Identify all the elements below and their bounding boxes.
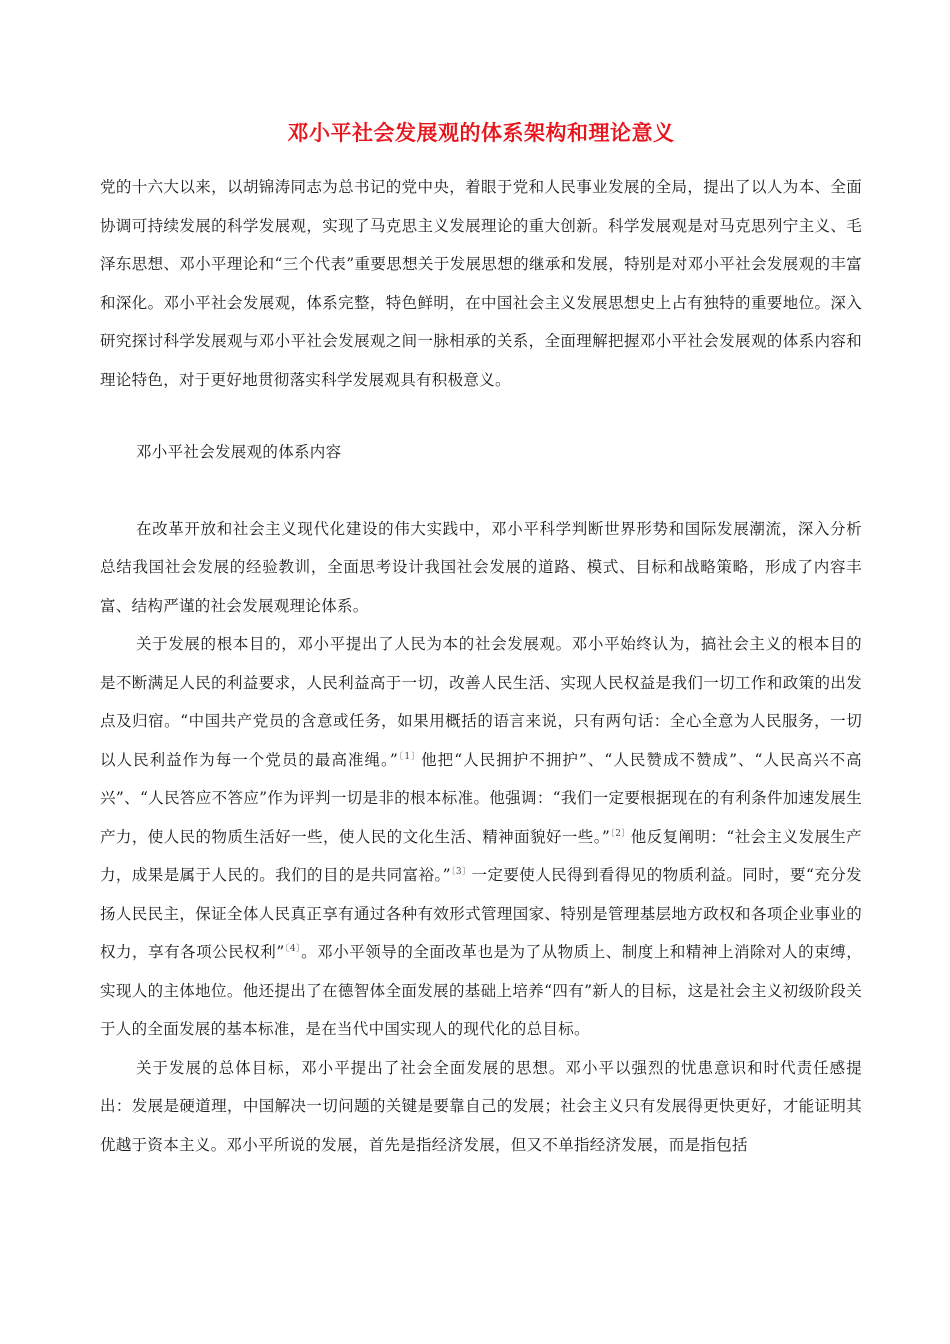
document-page (100, 118, 862, 1164)
section-heading: 邓小平社会发展观的体系内容 (136, 443, 342, 461)
paragraph-text: 他把“人民拥护不拥护”、“人民赞成不赞成”、“人民高兴不高兴”、“人民答应不答应”作为评判一切是非的根本标准。他强调：“我们一定要根据现在的有利条件加速发展生产力，使人民的物质生活好一些，使人民的文化生活、精神面貌好一些。” (100, 750, 862, 846)
footnote-ref-2: 〔2〕 (610, 828, 631, 839)
intro-paragraph: 党的十六大以来，以胡锦涛同志为总书记的党中央，着眼于党和人民事业发展的全局，提出了以人为本、全面协调可持续发展的科学发展观，实现了马克思主义发展理论的重大创新。科学发展观是对马克思列宁主义、毛泽东思想、邓小平理论和“三个代表”重要思想关于发展思想的继承和发展，特别是对邓小平社会发展观的丰富和深化。邓小平社会发展观，体系完整，特色鲜明，在中国社会主义发展思想史上占有独特的重要地位。深入研究探讨科学发展观与邓小平社会发展观之间一脉相承的关系，全面理解把握邓小平社会发展观的体系内容和理论特色，对于更好地贯彻落实科学发展观具有积极意义。 (100, 178, 862, 389)
document-title: 邓小平社会发展观的体系架构和理论意义 (287, 121, 675, 145)
paragraph-text: 他反复阐明：“社会主义发展生产力，成果是属于人民的。我们的目的是共同富裕。” (100, 827, 862, 884)
paragraph-text: 。邓小平领导的全面改革也是为了从物质上、制度上和精神上消除对人的束缚，实现人的主体地位。他还提出了在德智体全面发展的基础上培养“四有”新人的目标，这是社会主义初级阶段关于人的全面发展的基本标准，是在当代中国实现人的现代化的总目标。 (100, 943, 862, 1038)
footnote-ref-1: 〔1〕 (398, 751, 422, 762)
footnote-ref-3: 〔3〕 (450, 867, 472, 877)
body-paragraph-2 (100, 625, 862, 1049)
paragraph-text: 关于发展的根本目的，邓小平提出了人民为本的社会发展观。邓小平始终认为，搞社会主义的根本目的是不断满足人民的利益要求，人民利益高于一切，改善人民生活、实现人民权益是我们一切工作和政策的出发点及归宿。“中国共产党员的含意或任务，如果用概括的语言来说，只有两句话：全心全意为人民服务，一切以人民利益作为每一个党员的最高准绳。” (100, 635, 862, 769)
spacer (100, 399, 862, 433)
paragraph-text: 一定要使人民得到看得见的物质利益。同时，要“充分发扬人民民主，保证全体人民真正享有通过各种有效形式管理国家、特别是管理基层地方政权和各项企业事业的权力，享有各项公民权利” (100, 866, 862, 961)
body-paragraph-3: 关于发展的总体目标，邓小平提出了社会全面发展的思想。邓小平以强烈的忧患意识和时代责任感提出：发展是硬道理，中国解决一切问题的关键是要靠自己的发展；社会主义只有发展得更快更好，才能证明其优越于资本主义。邓小平所说的发展，首先是指经济发展，但又不单指经济发展，而是指包括 (100, 1058, 862, 1154)
footnote-ref-4: 〔4〕 (284, 944, 302, 954)
spacer (100, 472, 862, 510)
body-paragraph-1: 在改革开放和社会主义现代化建设的伟大实践中，邓小平科学判断世界形势和国际发展潮流，深入分析总结我国社会发展的经验教训，全面思考设计我国社会发展的道路、模式、目标和战略策略，形成了内容丰富、结构严谨的社会发展观理论体系。 (100, 519, 862, 615)
